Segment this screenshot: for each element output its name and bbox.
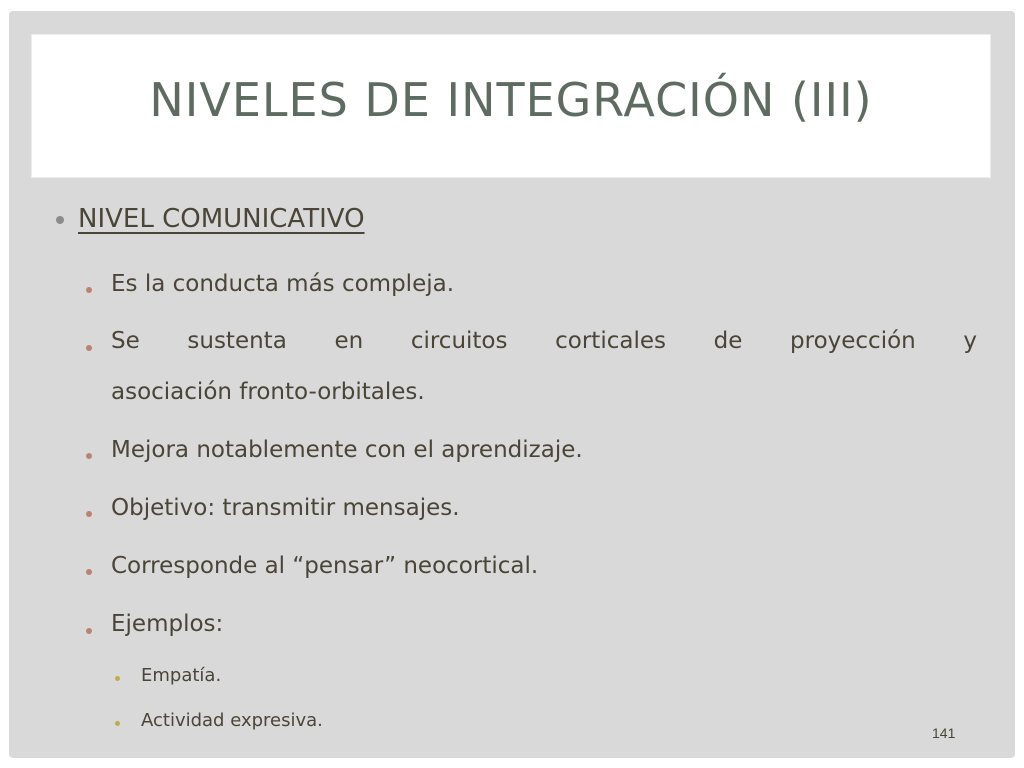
bullet-dot-icon <box>86 569 92 575</box>
bullet-conducta: Es la conducta más compleja. <box>111 271 455 297</box>
bullet-dot-icon <box>86 628 92 634</box>
page-number: 141 <box>932 725 956 741</box>
bullet-dot-icon <box>86 453 92 459</box>
bullet-sustenta-line-1 <box>111 328 977 354</box>
section-heading: NIVEL COMUNICATIVO <box>78 204 365 234</box>
bullet-word: sustenta <box>187 328 287 354</box>
bullet-word: proyección <box>790 328 916 354</box>
bullet-sustenta-line-2: asociación fronto-orbitales. <box>111 379 425 405</box>
slide <box>9 11 1015 758</box>
bullet-word: Se <box>111 328 140 354</box>
bullet-word: de <box>713 328 743 354</box>
bullet-aprendizaje: Mejora notablemente con el aprendizaje. <box>111 437 583 463</box>
sub-bullet-empatia: Empatía. <box>141 665 222 686</box>
bullet-objetivo: Objetivo: transmitir mensajes. <box>111 495 460 521</box>
sub-bullet-dot-icon <box>115 721 120 726</box>
bullet-dot-icon <box>86 345 92 351</box>
bullet-word: y <box>963 328 977 354</box>
slide-content <box>9 11 1015 758</box>
bullet-word: corticales <box>555 328 666 354</box>
bullet-dot-icon <box>86 287 92 293</box>
slide-title: NIVELES DE INTEGRACIÓN (III) <box>149 73 873 127</box>
sub-bullet-dot-icon <box>115 676 120 681</box>
sub-bullet-actividad: Actividad expresiva. <box>141 710 323 731</box>
bullet-ejemplos: Ejemplos: <box>111 611 224 637</box>
bullet-word: circuitos <box>410 328 508 354</box>
bullet-dot-icon <box>86 511 92 517</box>
bullet-word: en <box>334 328 364 354</box>
bullet-pensar: Corresponde al “pensar” neocortical. <box>111 553 539 579</box>
bullet-dot-icon <box>56 216 64 224</box>
